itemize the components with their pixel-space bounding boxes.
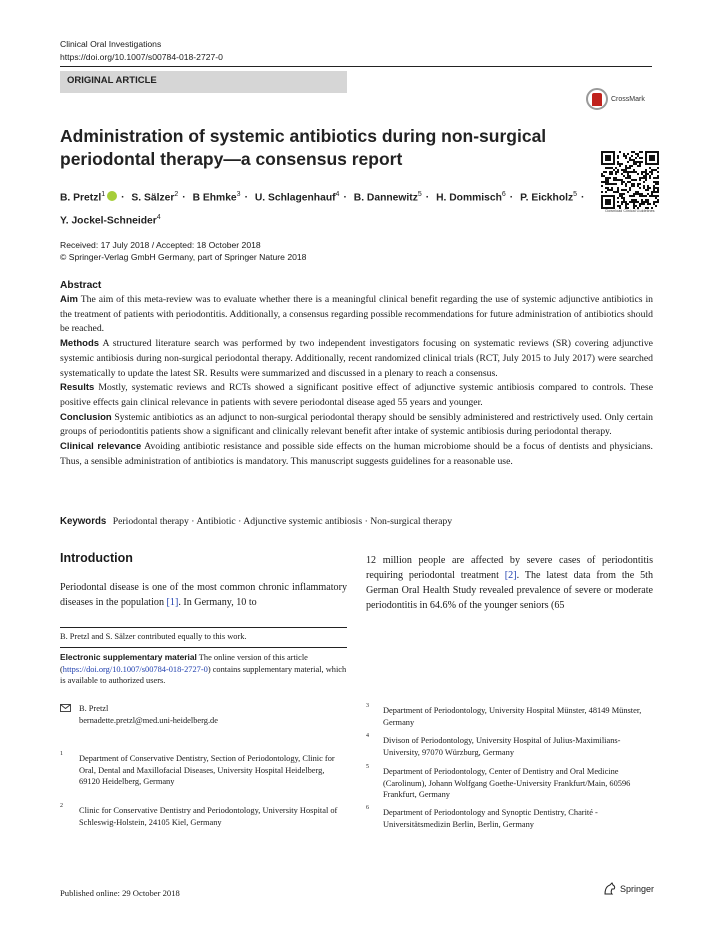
published-date: Published online: 29 October 2018 <box>60 888 180 898</box>
abstract-results-text: Mostly, systematic reviews and RCTs showed a significant positive effect of adjunctive systemic antibiosis compared to controls. These positive effects gain clinical relevance in patients with severe periodontal disease aged 55 years and younger. <box>60 382 653 408</box>
article-type-bar: ORIGINAL ARTICLE <box>60 71 347 93</box>
author-affiliation-number: 4 <box>335 191 340 198</box>
author-affiliation-number: 6 <box>501 191 506 198</box>
author-affiliation-number: 2 <box>174 191 179 198</box>
abstract-conclusion-text: Systemic antibiotics as an adjunct to non-surgical periodontal therapy should be sensibly administered and restrictively used. Only certain groups of periodontitis patients show a significant and clinically relevant benefit after intake of systemic antibiosis during periodontal therapy. <box>60 411 653 438</box>
intro-text: Periodontal disease is one of the most common chronic inflammatory diseases in the population <box>60 582 347 608</box>
abstract-relevance-text: Avoiding antibiotic resistance and possible side effects on the human microbiome should be a focus of dentists and physicians. Thus, a sensible administration of antibiotics is mandatory. This manuscript suggests guidelines for a reasonable use. <box>60 441 653 467</box>
supplementary-material-note <box>60 652 347 687</box>
author-list: B. Pretzl$^1$ · S. Sälzer$^2$ · B Ehmke$^3$ · U. Schlagenhauf$^4$ · B. Dannewitz$^5$ · H. Dommisch$^6$ · P. Eickholz$^5$ · Y. Jockel-Schneider$^4$ <box>60 191 585 227</box>
crossmark-icon <box>586 88 608 110</box>
esm-label: Electronic supplementary material <box>60 652 197 662</box>
springer-logo <box>603 882 654 895</box>
author-name[interactable]: H. Dommisch <box>436 192 502 204</box>
corresponding-author-name: B. Pretzl <box>79 704 109 713</box>
affiliation-number: 4 <box>366 733 369 739</box>
abstract-results <box>60 381 653 410</box>
author-name[interactable]: U. Schlagenhauf <box>254 192 336 204</box>
affiliation: Clinic for Conservative Dentistry and Periodontology, University Hospital of Schleswig-Holstein, 24105 Kiel, Germany <box>79 806 338 827</box>
crossmark-button[interactable] <box>586 86 656 112</box>
affiliation-number: 2 <box>60 803 63 809</box>
article-title: Administration of systemic antibiotics during non-surgical periodontal therapy—a consensus report <box>60 126 547 169</box>
abstract-methods <box>60 337 653 381</box>
abstract-relevance-label: Clinical relevance <box>60 441 142 453</box>
footnote-rule <box>60 627 347 628</box>
abstract-results-label: Results <box>60 382 95 394</box>
corresponding-author-email[interactable]: bernadette.pretzl@med.uni-heidelberg.de <box>79 716 218 725</box>
qr-caption: Download Clinical Guidelines <box>605 209 655 213</box>
affiliation-number: 5 <box>366 764 369 770</box>
abstract-heading: Abstract <box>60 280 102 291</box>
author-name[interactable]: P. Eickholz <box>520 192 574 204</box>
author-name[interactable]: B. Pretzl <box>60 192 102 204</box>
intro-text: . The latest data from the 5th German Oral Health Study revealed prevalence of severe or moderate periodontitis in 64.6% of the younger seniors (65 <box>366 570 653 611</box>
author-affiliation-number: 5 <box>417 191 422 198</box>
introduction-heading: Introduction <box>60 551 133 565</box>
author-affiliation-number: 1 <box>101 191 106 198</box>
affiliation: Department of Periodontology, Center of Dentistry and Oral Medicine (Carolinum), Johann Wolfgang Goethe-University Frankfurt/Main, 60596 Frankfurt, Germany <box>383 767 631 799</box>
affiliation: Department of Periodontology, University Hospital Münster, 48149 Münster, Germany <box>383 706 642 727</box>
introduction-left-column <box>60 580 347 610</box>
abstract-conclusion <box>60 411 653 440</box>
author-affiliation-number: 5 <box>573 191 578 198</box>
abstract-relevance <box>60 440 653 469</box>
abstract-aim <box>60 293 653 337</box>
author-affiliation-number: 3 <box>236 191 241 198</box>
author-name[interactable]: Y. Jockel-Schneider <box>60 215 157 227</box>
intro-text: 12 million people are affected by severe cases of periodontitis requiring periodontal treatment <box>366 555 653 581</box>
abstract-conclusion-label: Conclusion <box>60 411 112 423</box>
contribution-note: B. Pretzl and S. Sälzer contributed equally to this work. <box>60 632 247 641</box>
footnote-rule <box>60 647 347 648</box>
qr-code-icon[interactable] <box>601 151 659 209</box>
abstract-methods-text: A structured literature search was performed by two independent investigators focusing on systematic reviews (SR) covering adjunctive systemic antibiosis during non-surgical periodontal therapy. Additionally, recent randomized clinical trials (RCT, July 2015 to July 2017) were searched systematically to update the latest SR. Results were summarized and discussed in a plenary to reach a consensus. <box>60 338 653 379</box>
affiliation: Department of Conservative Dentistry, Section of Periodontology, Clinic for Oral, Dental and Maxillofacial Diseases, University Hospital Heidelberg, 69120 Heidelberg, Germany <box>79 754 335 786</box>
article-doi[interactable]: https://doi.org/10.1007/s00784-018-2727-0 <box>60 52 223 62</box>
affiliation-number: 3 <box>366 703 369 709</box>
introduction-right-column <box>366 553 653 613</box>
author-affiliation-number: 4 <box>156 214 161 222</box>
abstract-body <box>60 293 653 469</box>
citation-link[interactable]: [1] <box>166 597 179 608</box>
abstract-methods-label: Methods <box>60 338 100 350</box>
citation-link[interactable]: [2] <box>504 570 517 581</box>
publisher-name: Springer <box>620 883 655 894</box>
esm-link[interactable]: https://doi.org/10.1007/s00784-018-2727-0 <box>62 664 208 674</box>
author-name[interactable]: B. Dannewitz <box>353 192 418 204</box>
copyright-notice: © Springer-Verlag GmbH Germany, part of Springer Nature 2018 <box>60 252 307 262</box>
abstract-aim-text: The aim of this meta-review was to evaluate whether there is a meaningful clinical benefit regarding the use of systemic adjunctive antibiotics in the treatment of patients with periodontitis. Additionally, a consensus regarding possible recommendations for future administration of antibiotics should be reached. <box>60 294 653 335</box>
orcid-icon[interactable] <box>107 191 117 201</box>
abstract-aim-label: Aim <box>60 294 78 305</box>
affiliation-number: 6 <box>366 805 369 811</box>
author-name[interactable]: S. Sälzer <box>131 192 175 204</box>
article-dates: Received: 17 July 2018 / Accepted: 18 October 2018 <box>60 240 261 250</box>
keywords <box>60 516 452 527</box>
springer-horse-icon <box>603 882 617 895</box>
header-rule <box>60 66 652 67</box>
esm-text: The online version of this article ( <box>60 653 308 674</box>
intro-text: . In Germany, 10 to <box>178 597 257 608</box>
affiliation: Divison of Periodontology, University Hospital of Julius-Maximilians-University, 97070 Würzburg, Germany <box>383 736 621 757</box>
keywords-text: Periodontal therapy · Antibiotic · Adjunctive systemic antibiosis · Non-surgical therapy <box>112 516 453 527</box>
envelope-icon <box>60 704 71 712</box>
keywords-label: Keywords <box>60 516 107 527</box>
author-name[interactable]: B Ehmke <box>192 192 237 204</box>
crossmark-label: CrossMark <box>611 95 645 103</box>
affiliation: Department of Periodontology and Synoptic Dentistry, Charité - Universitätsmedizin Berlin, Berlin, Germany <box>383 808 598 829</box>
journal-name: Clinical Oral Investigations <box>60 39 162 49</box>
esm-text: ) contains supplementary material, which is available to authorized users. <box>60 664 347 685</box>
affiliation-number: 1 <box>60 751 63 757</box>
